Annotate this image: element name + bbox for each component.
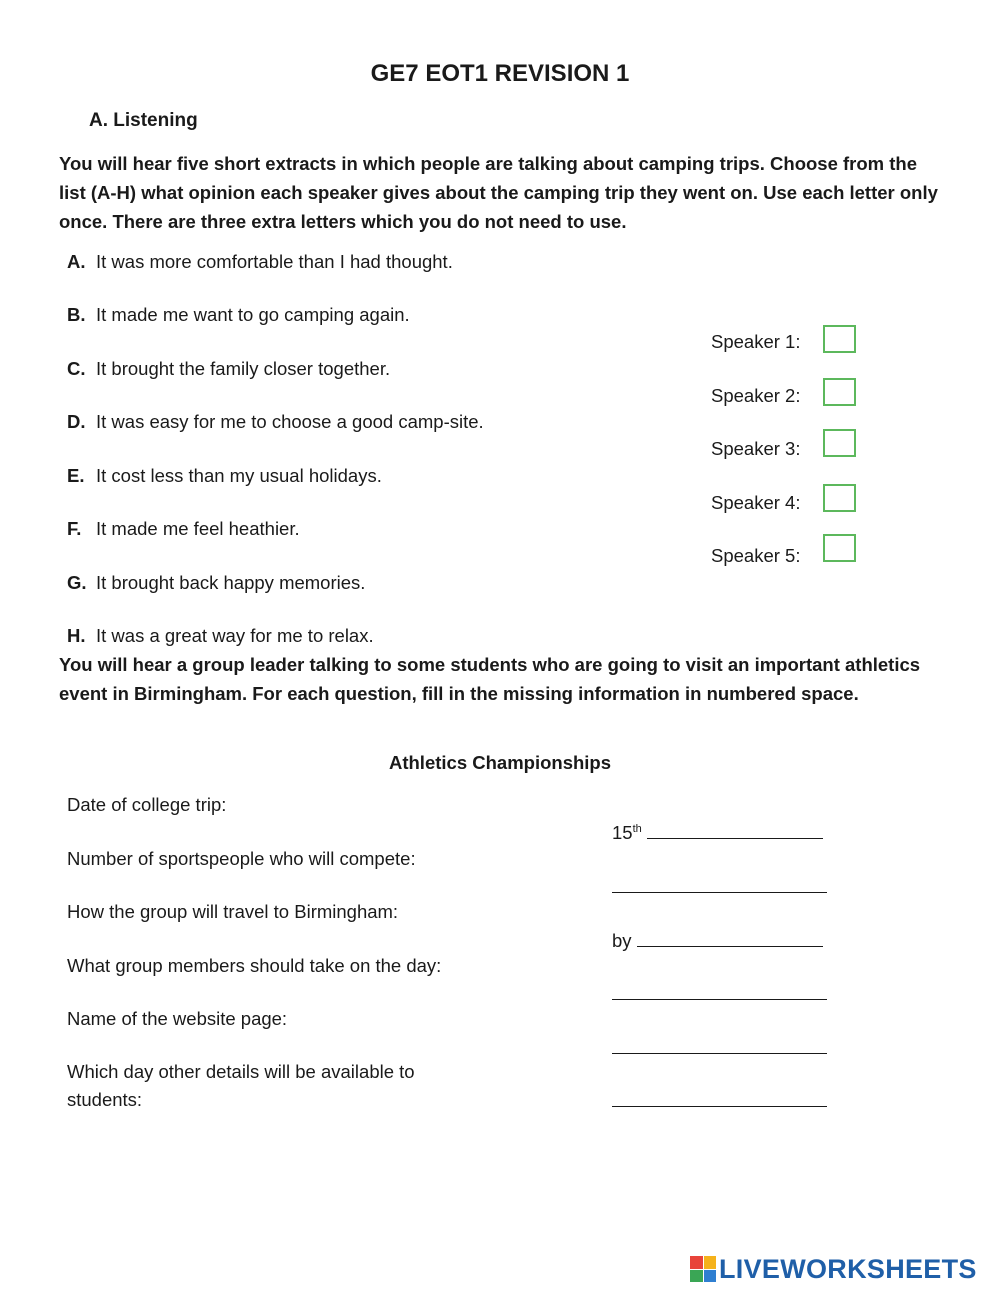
question-line: students:: [67, 1089, 143, 1110]
option-text: It made me want to go camping again.: [96, 304, 410, 325]
logo-text: LIVEWORKSHEETS: [719, 1253, 977, 1284]
logo-icon: [690, 1256, 716, 1282]
option-letter: D.: [67, 411, 86, 432]
logo-square: [690, 1270, 703, 1283]
answer-take: [612, 981, 827, 1005]
answer-suffix: th: [632, 822, 642, 835]
option-text: It was easy for me to choose a good camp-site.: [96, 411, 484, 432]
listening-instructions: You will hear five short extracts in which people are talking about camping trips. Choose from the list (A-H) what opinion each speaker gives about the camping trip they went on. Use each letter only once. There are three extra letters which you do not need to use.: [59, 153, 938, 232]
question-details-day: [67, 1058, 415, 1114]
question-website: Name of the website page:: [67, 1008, 288, 1029]
speaker-2-answer-box[interactable]: [823, 378, 856, 406]
speaker-1-answer-box[interactable]: [823, 325, 856, 353]
speaker-5-label: Speaker 5:: [711, 545, 801, 566]
answer-blank-4[interactable]: [612, 981, 827, 1000]
logo-square: [704, 1270, 717, 1283]
answer-prefix: by: [612, 930, 632, 951]
answer-prefix: 15: [612, 822, 633, 843]
option-h: [67, 625, 374, 647]
option-letter: G.: [67, 572, 87, 593]
answer-blank-3[interactable]: [637, 928, 823, 947]
option-d: [67, 411, 484, 433]
option-c: [67, 358, 390, 380]
answer-blank-1[interactable]: [647, 820, 823, 839]
question-line: Which day other details will be available to: [67, 1061, 415, 1082]
question-sportspeople: Number of sportspeople who will compete:: [67, 848, 416, 869]
question-take: What group members should take on the day:: [67, 955, 442, 976]
answer-details-day: [612, 1088, 827, 1112]
option-letter: C.: [67, 358, 86, 379]
option-letter: B.: [67, 304, 86, 325]
option-text: It was more comfortable than I had thought.: [96, 251, 453, 272]
option-text: It cost less than my usual holidays.: [96, 465, 382, 486]
option-e: [67, 465, 382, 487]
option-a: [67, 251, 453, 273]
logo-square: [704, 1256, 717, 1269]
answer-blank-5[interactable]: [612, 1035, 827, 1054]
option-text: It brought back happy memories.: [96, 572, 366, 593]
question-travel: How the group will travel to Birmingham:: [67, 901, 399, 922]
speaker-4-answer-box[interactable]: [823, 484, 856, 512]
speaker-4-label: Speaker 4:: [711, 492, 801, 513]
speaker-2-label: Speaker 2:: [711, 385, 801, 406]
logo-square: [690, 1256, 703, 1269]
option-letter: H.: [67, 625, 86, 646]
question-date: Date of college trip:: [67, 794, 227, 815]
liveworksheets-logo: [690, 1252, 977, 1286]
speaker-5-answer-box[interactable]: [823, 534, 856, 562]
option-text: It was a great way for me to relax.: [96, 625, 374, 646]
speaker-3-label: Speaker 3:: [711, 438, 801, 459]
speaker-1-label: Speaker 1:: [711, 331, 801, 352]
option-text: It brought the family closer together.: [96, 358, 391, 379]
option-g: [67, 572, 365, 594]
athletics-subtitle: Athletics Championships: [388, 752, 612, 773]
option-letter: F.: [67, 518, 82, 539]
page-title: GE7 EOT1 REVISION 1: [370, 60, 630, 87]
answer-date: [612, 820, 823, 844]
athletics-instructions: You will hear a group leader talking to some students who are going to visit an important athletics event in Birmingham. For each question, fill in the missing information in numbered space.: [59, 654, 921, 704]
speaker-3-answer-box[interactable]: [823, 429, 856, 457]
option-letter: A.: [67, 251, 86, 272]
option-f: [67, 518, 300, 540]
answer-sportspeople: [612, 874, 827, 898]
answer-blank-6[interactable]: [612, 1088, 827, 1107]
section-a-heading: A. Listening: [89, 110, 198, 131]
answer-blank-2[interactable]: [612, 874, 827, 893]
option-text: It made me feel heathier.: [96, 518, 300, 539]
answer-website: [612, 1035, 827, 1059]
answer-travel: [612, 928, 823, 952]
option-b: [67, 304, 410, 326]
option-letter: E.: [67, 465, 85, 486]
